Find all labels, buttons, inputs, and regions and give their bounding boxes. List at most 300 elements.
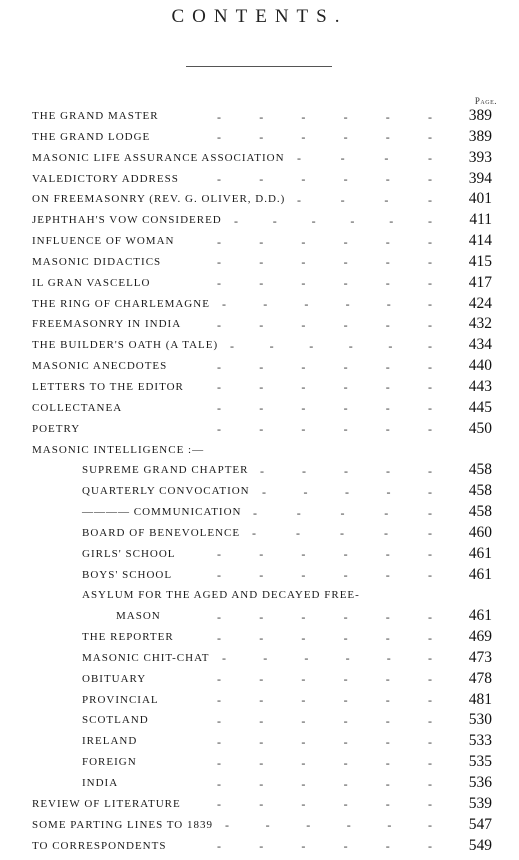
leader-dash: - bbox=[385, 755, 390, 770]
leader-dash: - bbox=[301, 401, 306, 416]
leader-dash: - bbox=[217, 234, 221, 249]
entry-title: VALEDICTORY ADDRESS bbox=[32, 172, 179, 185]
entry-page-number: 450 bbox=[468, 419, 492, 437]
leader-dash: - bbox=[343, 547, 348, 562]
leader-dashes bbox=[217, 172, 432, 188]
contents-entry bbox=[0, 211, 519, 232]
contents-entry bbox=[0, 753, 519, 774]
leader-dash: - bbox=[427, 213, 432, 228]
entry-title: QUARTERLY CONVOCATION bbox=[82, 485, 250, 498]
leader-dash: - bbox=[343, 317, 348, 332]
entry-title: POETRY bbox=[32, 422, 81, 435]
leader-dashes bbox=[297, 192, 432, 208]
leader-dash: - bbox=[222, 297, 226, 312]
leader-dash: - bbox=[340, 505, 345, 520]
leader-dashes bbox=[217, 839, 432, 855]
leader-dash: - bbox=[387, 818, 392, 833]
contents-entry bbox=[0, 378, 519, 399]
contents-entry bbox=[0, 586, 519, 607]
contents-entry bbox=[0, 315, 519, 336]
contents-entry bbox=[0, 482, 519, 503]
leader-dash: - bbox=[345, 297, 350, 312]
leader-dash: - bbox=[346, 818, 351, 833]
entry-title: MASONIC DIDACTICS bbox=[32, 255, 162, 268]
leader-dash: - bbox=[427, 630, 432, 645]
leader-dash: - bbox=[301, 776, 306, 791]
leader-dashes bbox=[262, 484, 432, 500]
leader-dashes bbox=[297, 151, 432, 167]
entry-page-number: 389 bbox=[468, 127, 492, 145]
leader-dash: - bbox=[428, 526, 432, 541]
leader-dash: - bbox=[340, 151, 345, 166]
leader-dash: - bbox=[343, 839, 348, 854]
leader-dash: - bbox=[385, 422, 390, 437]
page-column-label: Page. bbox=[474, 96, 497, 106]
entry-title: COLLECTANEA bbox=[32, 401, 123, 414]
leader-dash: - bbox=[343, 797, 348, 812]
leader-dash: - bbox=[296, 526, 300, 541]
entry-title: SCOTLAND bbox=[82, 714, 149, 727]
contents-entry bbox=[0, 420, 519, 441]
leader-dash: - bbox=[301, 609, 306, 624]
contents-entry bbox=[0, 732, 519, 753]
leader-dash: - bbox=[386, 463, 390, 478]
contents-entry bbox=[0, 295, 519, 316]
leader-dashes bbox=[217, 713, 432, 729]
leader-dash: - bbox=[343, 401, 348, 416]
leader-dash: - bbox=[301, 755, 306, 770]
entry-title: INFLUENCE OF WOMAN bbox=[32, 235, 175, 248]
leader-dash: - bbox=[259, 776, 264, 791]
leader-dashes bbox=[217, 317, 432, 333]
leader-dash: - bbox=[217, 693, 221, 708]
entry-page-number: 533 bbox=[468, 732, 492, 750]
leader-dash: - bbox=[385, 359, 390, 374]
contents-entry bbox=[0, 545, 519, 566]
leader-dash: - bbox=[385, 776, 390, 791]
leader-dashes bbox=[217, 380, 432, 396]
leader-dash: - bbox=[306, 818, 311, 833]
leader-dashes bbox=[225, 818, 432, 834]
leader-dash: - bbox=[253, 505, 257, 520]
leader-dash: - bbox=[297, 151, 301, 166]
contents-entry bbox=[0, 107, 519, 128]
leader-dash: - bbox=[385, 839, 390, 854]
entry-title: REVIEW OF LITERATURE bbox=[32, 797, 181, 810]
contents-entry bbox=[0, 816, 519, 837]
leader-dash: - bbox=[259, 380, 264, 395]
leader-dash: - bbox=[343, 234, 348, 249]
leader-dash: - bbox=[427, 734, 432, 749]
contents-entry bbox=[0, 837, 519, 858]
leader-dash: - bbox=[263, 651, 268, 666]
entry-title: ON FREEMASONRY (REV. G. OLIVER, D.D.) bbox=[32, 193, 286, 206]
entry-title: THE RING OF CHARLEMAGNE bbox=[32, 297, 210, 310]
leader-dash: - bbox=[217, 776, 221, 791]
leader-dash: - bbox=[259, 130, 264, 145]
leader-dashes bbox=[217, 693, 432, 709]
leader-dash: - bbox=[301, 109, 306, 124]
leader-dashes bbox=[217, 776, 432, 792]
leader-dash: - bbox=[427, 255, 432, 270]
entry-page-number: 535 bbox=[468, 753, 492, 771]
leader-dash: - bbox=[343, 672, 348, 687]
leader-dash: - bbox=[384, 505, 389, 520]
contents-entry bbox=[0, 336, 519, 357]
contents-entry bbox=[0, 774, 519, 795]
leader-dash: - bbox=[345, 651, 350, 666]
leader-dash: - bbox=[427, 568, 432, 583]
leader-dashes bbox=[217, 255, 432, 271]
leader-dash: - bbox=[343, 130, 348, 145]
leader-dash: - bbox=[301, 234, 306, 249]
leader-dash: - bbox=[217, 755, 221, 770]
leader-dash: - bbox=[427, 713, 432, 728]
title-rule bbox=[186, 66, 332, 67]
contents-entry bbox=[0, 128, 519, 149]
entry-page-number: 460 bbox=[468, 523, 492, 541]
leader-dash: - bbox=[343, 422, 348, 437]
leader-dash: - bbox=[217, 797, 221, 812]
leader-dash: - bbox=[217, 672, 221, 687]
leader-dashes bbox=[217, 568, 432, 584]
leader-dash: - bbox=[263, 297, 268, 312]
leader-dash: - bbox=[217, 713, 221, 728]
entry-page-number: 547 bbox=[468, 815, 492, 833]
leader-dash: - bbox=[343, 776, 348, 791]
leader-dash: - bbox=[385, 172, 390, 187]
entry-title: MASONIC INTELLIGENCE :— bbox=[32, 443, 205, 456]
leader-dash: - bbox=[385, 255, 390, 270]
contents-entry bbox=[0, 691, 519, 712]
leader-dash: - bbox=[427, 130, 432, 145]
leader-dash: - bbox=[345, 484, 349, 499]
leader-dash: - bbox=[301, 672, 306, 687]
leader-dash: - bbox=[301, 380, 306, 395]
leader-dash: - bbox=[259, 755, 264, 770]
entry-page-number: 432 bbox=[468, 315, 492, 333]
page-title: CONTENTS. bbox=[171, 6, 348, 27]
leader-dashes bbox=[217, 672, 432, 688]
entry-title: THE REPORTER bbox=[82, 631, 174, 644]
leader-dash: - bbox=[385, 317, 390, 332]
leader-dash: - bbox=[348, 338, 353, 353]
leader-dash: - bbox=[427, 547, 432, 562]
leader-dash: - bbox=[259, 609, 264, 624]
leader-dash: - bbox=[385, 380, 390, 395]
entry-page-number: 394 bbox=[468, 169, 492, 187]
leader-dash: - bbox=[230, 338, 234, 353]
leader-dash: - bbox=[301, 422, 306, 437]
leader-dash: - bbox=[385, 547, 390, 562]
leader-dash: - bbox=[427, 234, 432, 249]
leader-dash: - bbox=[385, 693, 390, 708]
leader-dash: - bbox=[259, 797, 264, 812]
entry-page-number: 443 bbox=[468, 377, 492, 395]
leader-dash: - bbox=[217, 276, 221, 291]
leader-dash: - bbox=[386, 297, 391, 312]
leader-dash: - bbox=[301, 276, 306, 291]
leader-dash: - bbox=[259, 734, 264, 749]
contents-entry bbox=[0, 628, 519, 649]
leader-dashes bbox=[217, 734, 432, 750]
leader-dash: - bbox=[427, 651, 432, 666]
leader-dashes bbox=[217, 755, 432, 771]
entry-page-number: 393 bbox=[468, 148, 492, 166]
leader-dashes bbox=[252, 526, 432, 542]
leader-dash: - bbox=[217, 255, 221, 270]
contents-entry bbox=[0, 711, 519, 732]
entry-page-number: 424 bbox=[468, 294, 492, 312]
leader-dash: - bbox=[343, 630, 348, 645]
leader-dash: - bbox=[217, 109, 221, 124]
leader-dash: - bbox=[301, 172, 306, 187]
entry-title: THE GRAND MASTER bbox=[32, 110, 159, 122]
contents-entry bbox=[0, 253, 519, 274]
contents-entry bbox=[0, 607, 519, 628]
leader-dash: - bbox=[340, 192, 345, 207]
leader-dash: - bbox=[301, 630, 306, 645]
contents-entry bbox=[0, 795, 519, 816]
entry-page-number: 478 bbox=[468, 669, 492, 687]
entry-page-number: 445 bbox=[468, 398, 492, 416]
leader-dash: - bbox=[301, 713, 306, 728]
contents-entry bbox=[0, 649, 519, 670]
leader-dash: - bbox=[301, 317, 306, 332]
contents-entry bbox=[0, 566, 519, 587]
leader-dashes bbox=[230, 338, 432, 354]
contents-entry bbox=[0, 170, 519, 191]
entry-title: INDIA bbox=[82, 777, 119, 789]
leader-dash: - bbox=[427, 359, 432, 374]
leader-dash: - bbox=[384, 192, 389, 207]
leader-dashes bbox=[217, 234, 432, 250]
entry-page-number: 536 bbox=[468, 774, 492, 791]
entry-title: MASONIC CHIT-CHAT bbox=[82, 651, 210, 664]
leader-dash: - bbox=[384, 151, 389, 166]
contents-entry bbox=[0, 149, 519, 170]
leader-dash: - bbox=[343, 380, 348, 395]
leader-dash: - bbox=[259, 401, 264, 416]
leader-dash: - bbox=[388, 338, 393, 353]
leader-dashes bbox=[217, 422, 432, 438]
leader-dash: - bbox=[427, 818, 432, 833]
leader-dash: - bbox=[302, 463, 306, 478]
leader-dash: - bbox=[427, 297, 432, 312]
leader-dash: - bbox=[259, 713, 264, 728]
entry-title: BOYS' SCHOOL bbox=[82, 568, 173, 581]
entry-title: PROVINCIAL bbox=[82, 693, 159, 706]
leader-dash: - bbox=[427, 672, 432, 687]
leader-dash: - bbox=[343, 755, 348, 770]
leader-dash: - bbox=[343, 693, 348, 708]
leader-dash: - bbox=[217, 630, 221, 645]
entry-page-number: 458 bbox=[468, 503, 492, 521]
leader-dashes bbox=[222, 297, 432, 313]
entry-title: MASONIC ANECDOTES bbox=[32, 360, 168, 373]
contents-entry bbox=[0, 232, 519, 253]
leader-dash: - bbox=[343, 109, 348, 124]
leader-dash: - bbox=[259, 317, 264, 332]
leader-dash: - bbox=[301, 797, 306, 812]
leader-dash: - bbox=[217, 734, 221, 749]
leader-dash: - bbox=[259, 359, 264, 374]
leader-dash: - bbox=[427, 317, 432, 332]
leader-dash: - bbox=[304, 651, 309, 666]
leader-dash: - bbox=[259, 547, 264, 562]
contents-entry bbox=[0, 670, 519, 691]
leader-dash: - bbox=[386, 651, 391, 666]
leader-dash: - bbox=[427, 693, 432, 708]
entry-title: BOARD OF BENEVOLENCE bbox=[82, 526, 241, 539]
leader-dashes bbox=[217, 401, 432, 417]
leader-dash: - bbox=[301, 547, 306, 562]
contents-list bbox=[0, 107, 519, 857]
entry-title: MASON bbox=[116, 610, 161, 623]
leader-dash: - bbox=[259, 693, 264, 708]
leader-dash: - bbox=[259, 276, 264, 291]
entry-page-number: 461 bbox=[468, 544, 492, 562]
leader-dash: - bbox=[259, 568, 264, 583]
contents-entry bbox=[0, 441, 519, 462]
leader-dash: - bbox=[259, 109, 264, 124]
contents-entry bbox=[0, 274, 519, 295]
entry-title: ———— COMMUNICATION bbox=[82, 506, 242, 519]
leader-dash: - bbox=[385, 276, 390, 291]
entry-title: ASYLUM FOR THE AGED AND DECAYED FREE- bbox=[82, 589, 360, 602]
entry-title: LETTERS TO THE EDITOR bbox=[32, 380, 184, 393]
leader-dash: - bbox=[259, 234, 264, 249]
leader-dash: - bbox=[427, 776, 432, 791]
leader-dash: - bbox=[217, 547, 221, 562]
entry-title: IRELAND bbox=[82, 735, 138, 748]
leader-dashes bbox=[217, 109, 432, 125]
entry-page-number: 549 bbox=[468, 836, 492, 854]
contents-entry bbox=[0, 524, 519, 545]
leader-dashes bbox=[217, 797, 432, 813]
leader-dash: - bbox=[385, 234, 390, 249]
leader-dash: - bbox=[272, 213, 277, 228]
leader-dash: - bbox=[386, 484, 391, 499]
leader-dash: - bbox=[427, 380, 432, 395]
leader-dash: - bbox=[428, 505, 432, 520]
leader-dash: - bbox=[385, 401, 390, 416]
leader-dash: - bbox=[234, 213, 238, 228]
leader-dash: - bbox=[385, 609, 390, 624]
leader-dash: - bbox=[427, 109, 432, 124]
leader-dash: - bbox=[311, 213, 316, 228]
entry-page-number: 458 bbox=[468, 482, 492, 500]
leader-dash: - bbox=[427, 839, 432, 854]
leader-dash: - bbox=[301, 130, 306, 145]
entry-title: SUPREME GRAND CHAPTER bbox=[82, 464, 249, 477]
leader-dashes bbox=[217, 609, 432, 625]
leader-dash: - bbox=[303, 484, 308, 499]
entry-page-number: 461 bbox=[468, 607, 492, 625]
leader-dash: - bbox=[385, 672, 390, 687]
entry-title: IL GRAN VASCELLO bbox=[32, 276, 151, 289]
leader-dash: - bbox=[309, 338, 314, 353]
leader-dash: - bbox=[259, 839, 264, 854]
leader-dashes bbox=[234, 213, 432, 229]
entry-title: OBITUARY bbox=[82, 672, 147, 685]
leader-dash: - bbox=[217, 172, 221, 187]
entry-page-number: 458 bbox=[468, 461, 492, 479]
leader-dash: - bbox=[297, 192, 301, 207]
leader-dash: - bbox=[427, 192, 432, 207]
leader-dash: - bbox=[301, 734, 306, 749]
leader-dash: - bbox=[385, 713, 390, 728]
leader-dash: - bbox=[217, 568, 221, 583]
entry-page-number: 389 bbox=[468, 107, 492, 124]
entry-page-number: 415 bbox=[468, 252, 492, 270]
leader-dash: - bbox=[301, 568, 306, 583]
leader-dash: - bbox=[301, 693, 306, 708]
leader-dash: - bbox=[385, 130, 390, 145]
entry-page-number: 411 bbox=[469, 211, 492, 229]
leader-dash: - bbox=[385, 734, 390, 749]
leader-dash: - bbox=[343, 255, 348, 270]
leader-dash: - bbox=[217, 130, 221, 145]
leader-dash: - bbox=[427, 797, 432, 812]
leader-dash: - bbox=[304, 297, 309, 312]
leader-dash: - bbox=[428, 484, 432, 499]
contents-entry bbox=[0, 503, 519, 524]
leader-dash: - bbox=[385, 630, 390, 645]
leader-dash: - bbox=[217, 839, 221, 854]
leader-dashes bbox=[217, 630, 432, 646]
leader-dash: - bbox=[259, 172, 264, 187]
leader-dash: - bbox=[343, 359, 348, 374]
leader-dash: - bbox=[428, 463, 432, 478]
entry-title: FOREIGN bbox=[82, 756, 137, 769]
leader-dash: - bbox=[265, 818, 270, 833]
entry-page-number: 414 bbox=[468, 232, 492, 250]
leader-dash: - bbox=[301, 359, 306, 374]
entry-page-number: 473 bbox=[468, 648, 492, 666]
leader-dash: - bbox=[296, 505, 301, 520]
leader-dash: - bbox=[427, 151, 432, 166]
entry-title: THE GRAND LODGE bbox=[32, 130, 151, 143]
entry-page-number: 434 bbox=[468, 336, 492, 354]
leader-dash: - bbox=[343, 172, 348, 187]
entry-title: TO CORRESPONDENTS bbox=[32, 839, 167, 852]
leader-dash: - bbox=[350, 213, 355, 228]
leader-dash: - bbox=[344, 463, 348, 478]
leader-dash: - bbox=[217, 401, 221, 416]
leader-dash: - bbox=[343, 276, 348, 291]
leader-dashes bbox=[222, 651, 432, 667]
contents-entry bbox=[0, 399, 519, 420]
leader-dash: - bbox=[343, 734, 348, 749]
leader-dashes bbox=[217, 547, 432, 563]
entry-title: MASONIC LIFE ASSURANCE ASSOCIATION bbox=[32, 151, 285, 164]
leader-dash: - bbox=[217, 422, 221, 437]
leader-dash: - bbox=[389, 213, 394, 228]
entry-page-number: 530 bbox=[468, 711, 492, 729]
leader-dashes bbox=[253, 505, 432, 521]
leader-dash: - bbox=[217, 317, 221, 332]
entry-title: JEPHTHAH'S VOW CONSIDERED bbox=[32, 214, 222, 227]
leader-dash: - bbox=[427, 401, 432, 416]
leader-dash: - bbox=[259, 630, 264, 645]
leader-dash: - bbox=[427, 609, 432, 624]
leader-dash: - bbox=[385, 109, 390, 124]
leader-dash: - bbox=[343, 568, 348, 583]
leader-dash: - bbox=[427, 422, 432, 437]
leader-dash: - bbox=[385, 568, 390, 583]
entry-page-number: 469 bbox=[468, 628, 492, 646]
